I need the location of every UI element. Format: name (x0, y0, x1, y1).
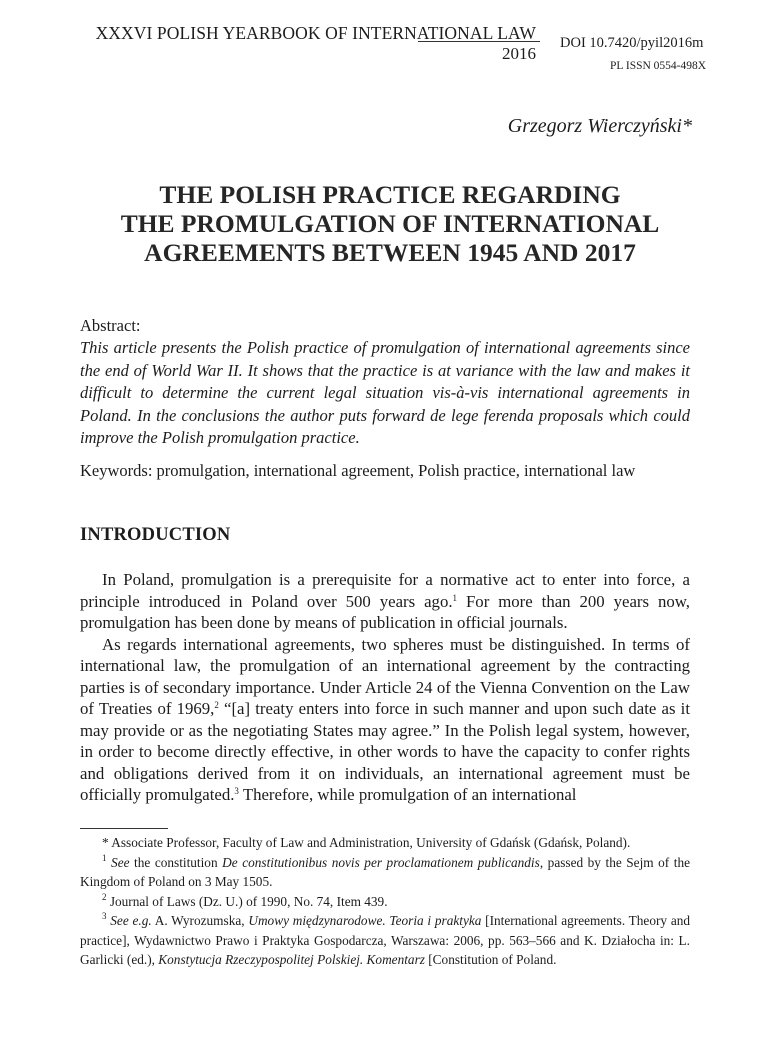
footnote-text: , passed by the Sejm of the Kingdom of Poland on 3 May 1505. (80, 854, 691, 889)
section-heading: INTRODUCTION (80, 525, 231, 545)
footnote-text: [Constitution of Poland. (424, 952, 557, 967)
footnote-ref: 1 (452, 592, 458, 603)
abstract-text: This article presents the Polish practice of promulgation of international agreements since the end of World War II. It shows that the practice is at variance with the law and makes it difficult to determine the current legal situation vis-à-vis international agreements in Poland. In the conclusions the author puts forward de lege ferenda proposals which could improve the Polish promulgation practice. (80, 338, 690, 448)
issn-label: PL ISSN 0554-498X (610, 60, 707, 72)
journal-title: XXXVI POLISH YEARBOOK OF INTERNATIONAL LAW (95, 23, 536, 43)
keywords-text: : promulgation, international agreement, Polish practice, international law (147, 461, 636, 480)
header-rule (418, 41, 540, 42)
abstract-heading: Abstract: (80, 316, 141, 335)
footnote-ref: 3 (234, 786, 239, 796)
footnote (80, 911, 690, 970)
footnote-number: 3 (102, 911, 107, 921)
paragraph-text: As regards international agreements, two spheres must be distinguished. In terms of international law, the promulgation of an international agreement by the contracting parties is of secondary importance. Under Article 24 of the Vienna Convention on the Law of Treaties of 1969, (80, 634, 690, 718)
footnote-text: the constitution (129, 854, 223, 870)
keywords (80, 461, 635, 481)
paragraph-text: For more than 200 years now, promulgation has been done by means of publication in official journals. (80, 591, 690, 632)
footnote-number: 1 (102, 852, 107, 863)
keywords-label: Keywords (80, 461, 148, 480)
author-name: Grzegorz Wierczyński* (507, 115, 692, 137)
paragraph-text: In Poland, promulgation is a prerequisite for a normative act to enter into force, a principle introduced in Poland over 500 years ago. (80, 570, 690, 611)
title-line-1: THE POLISH PRACTICE REGARDING (159, 180, 621, 209)
footnote-title: Umowy międzynarodowe. Teoria i praktyka (248, 913, 482, 928)
footnote-ref: 2 (214, 700, 219, 710)
footnote-title: De constitutionibus novis per proclamationem publicandis (222, 854, 540, 870)
article-title (60, 180, 720, 267)
footnote-see: See (111, 854, 130, 870)
footnote-text: [International agreements. Theory and practice], Wydawnictwo Prawo i Praktyka Gospodarcza, Warszawa: 2006, pp. 563–566 and K. Działocha in: L. Garlicki (ed.), (80, 913, 691, 967)
footnote: * Associate Professor, Faculty of Law and Administration, University of Gdańsk (Gdańsk, Poland). (102, 835, 631, 850)
paragraph-text: “[a] treaty enters into force in such manner and upon such date as it may provide or as the negotiating States may agree.” In the Polish legal system, however, in order to become directly effective, in other words to have the capacity to confer rights and obligations derived from it on individuals, an international agreement must be officially promulgated. (80, 699, 690, 804)
footnote-see: See e.g. (110, 913, 152, 928)
paragraph (80, 569, 690, 634)
footnote-text: A. Wyrozumska, (151, 913, 249, 928)
body-text (80, 569, 690, 806)
paragraph-text: Therefore, while promulgation of an international (238, 785, 577, 804)
footnote-number: 2 (102, 891, 107, 902)
footnote (80, 892, 690, 912)
footnotes (80, 833, 690, 970)
paragraph (80, 634, 690, 806)
footnote-rule (80, 828, 168, 829)
journal-year: 2016 (502, 44, 536, 63)
footnote-text: Journal of Laws (Dz. U.) of 1990, No. 74, Item 439. (106, 893, 388, 909)
doi-label: DOI 10.7420/pyil2016m (560, 35, 704, 51)
title-line-3: AGREEMENTS BETWEEN 1945 AND 2017 (144, 238, 636, 267)
footnote-title: Konstytucja Rzeczypospolitej Polskiej. Komentarz (158, 952, 425, 967)
footnote (80, 853, 690, 892)
title-line-2: THE PROMULGATION OF INTERNATIONAL (120, 209, 660, 238)
